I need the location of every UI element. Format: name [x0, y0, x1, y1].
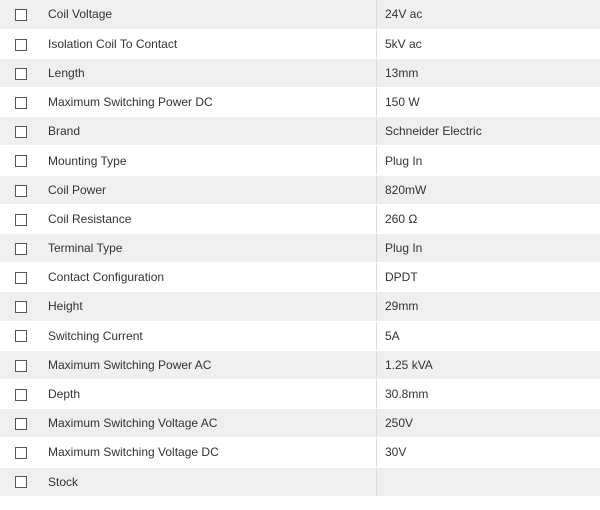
spec-select-checkbox[interactable] — [15, 389, 27, 401]
spec-row[interactable] — [0, 88, 600, 117]
spec-name: Maximum Switching Power AC — [38, 350, 377, 379]
spec-select-checkbox[interactable] — [15, 330, 27, 342]
spec-name: Coil Voltage — [38, 0, 377, 29]
spec-value: Plug In — [377, 146, 600, 175]
spec-name: Length — [38, 58, 377, 87]
spec-select-cell — [0, 88, 38, 117]
spec-row[interactable] — [0, 117, 600, 146]
spec-select-cell — [0, 321, 38, 350]
spec-name: Contact Configuration — [38, 263, 377, 292]
spec-value — [377, 467, 600, 496]
spec-value: 5kV ac — [377, 29, 600, 58]
spec-select-cell — [0, 117, 38, 146]
spec-name: Stock — [38, 467, 377, 496]
spec-select-cell — [0, 234, 38, 263]
spec-select-checkbox[interactable] — [15, 301, 27, 313]
spec-select-checkbox[interactable] — [15, 155, 27, 167]
spec-row[interactable] — [0, 263, 600, 292]
spec-value: 24V ac — [377, 0, 600, 29]
spec-name: Isolation Coil To Contact — [38, 29, 377, 58]
spec-value: 30V — [377, 438, 600, 467]
spec-select-cell — [0, 379, 38, 408]
spec-select-cell — [0, 467, 38, 496]
spec-name: Height — [38, 292, 377, 321]
spec-name: Switching Current — [38, 321, 377, 350]
spec-value: 150 W — [377, 88, 600, 117]
spec-select-cell — [0, 0, 38, 29]
spec-select-checkbox[interactable] — [15, 185, 27, 197]
spec-name: Brand — [38, 117, 377, 146]
spec-row[interactable] — [0, 0, 600, 29]
spec-select-checkbox[interactable] — [15, 126, 27, 138]
spec-select-checkbox[interactable] — [15, 243, 27, 255]
spec-name: Maximum Switching Voltage AC — [38, 409, 377, 438]
spec-row[interactable] — [0, 467, 600, 496]
spec-select-checkbox[interactable] — [15, 272, 27, 284]
spec-value: 29mm — [377, 292, 600, 321]
spec-row[interactable] — [0, 146, 600, 175]
spec-value: 30.8mm — [377, 379, 600, 408]
spec-value: 820mW — [377, 175, 600, 204]
spec-value: 13mm — [377, 58, 600, 87]
spec-select-cell — [0, 175, 38, 204]
spec-select-checkbox[interactable] — [15, 476, 27, 488]
spec-value: 260 Ω — [377, 204, 600, 233]
spec-value: Schneider Electric — [377, 117, 600, 146]
spec-name: Coil Power — [38, 175, 377, 204]
spec-value: 5A — [377, 321, 600, 350]
spec-value: 1.25 kVA — [377, 350, 600, 379]
spec-name: Depth — [38, 379, 377, 408]
spec-select-cell — [0, 409, 38, 438]
spec-row[interactable] — [0, 350, 600, 379]
spec-row[interactable] — [0, 379, 600, 408]
spec-select-cell — [0, 204, 38, 233]
spec-name: Coil Resistance — [38, 204, 377, 233]
spec-select-cell — [0, 146, 38, 175]
spec-select-checkbox[interactable] — [15, 214, 27, 226]
spec-select-checkbox[interactable] — [15, 97, 27, 109]
spec-row[interactable] — [0, 409, 600, 438]
spec-select-checkbox[interactable] — [15, 9, 27, 21]
spec-value: 250V — [377, 409, 600, 438]
spec-select-checkbox[interactable] — [15, 447, 27, 459]
spec-select-cell — [0, 292, 38, 321]
spec-select-checkbox[interactable] — [15, 39, 27, 51]
spec-select-cell — [0, 29, 38, 58]
spec-name: Maximum Switching Voltage DC — [38, 438, 377, 467]
spec-select-checkbox[interactable] — [15, 68, 27, 80]
spec-value: DPDT — [377, 263, 600, 292]
spec-name: Mounting Type — [38, 146, 377, 175]
spec-value: Plug In — [377, 234, 600, 263]
spec-name: Maximum Switching Power DC — [38, 88, 377, 117]
spec-select-cell — [0, 58, 38, 87]
spec-name: Terminal Type — [38, 234, 377, 263]
spec-select-checkbox[interactable] — [15, 418, 27, 430]
spec-row[interactable] — [0, 204, 600, 233]
spec-select-cell — [0, 438, 38, 467]
spec-select-checkbox[interactable] — [15, 360, 27, 372]
spec-select-cell — [0, 350, 38, 379]
spec-row[interactable] — [0, 321, 600, 350]
spec-row[interactable] — [0, 234, 600, 263]
spec-row[interactable] — [0, 29, 600, 58]
spec-row[interactable] — [0, 438, 600, 467]
spec-row[interactable] — [0, 175, 600, 204]
spec-row[interactable] — [0, 292, 600, 321]
spec-select-cell — [0, 263, 38, 292]
spec-row[interactable] — [0, 58, 600, 87]
